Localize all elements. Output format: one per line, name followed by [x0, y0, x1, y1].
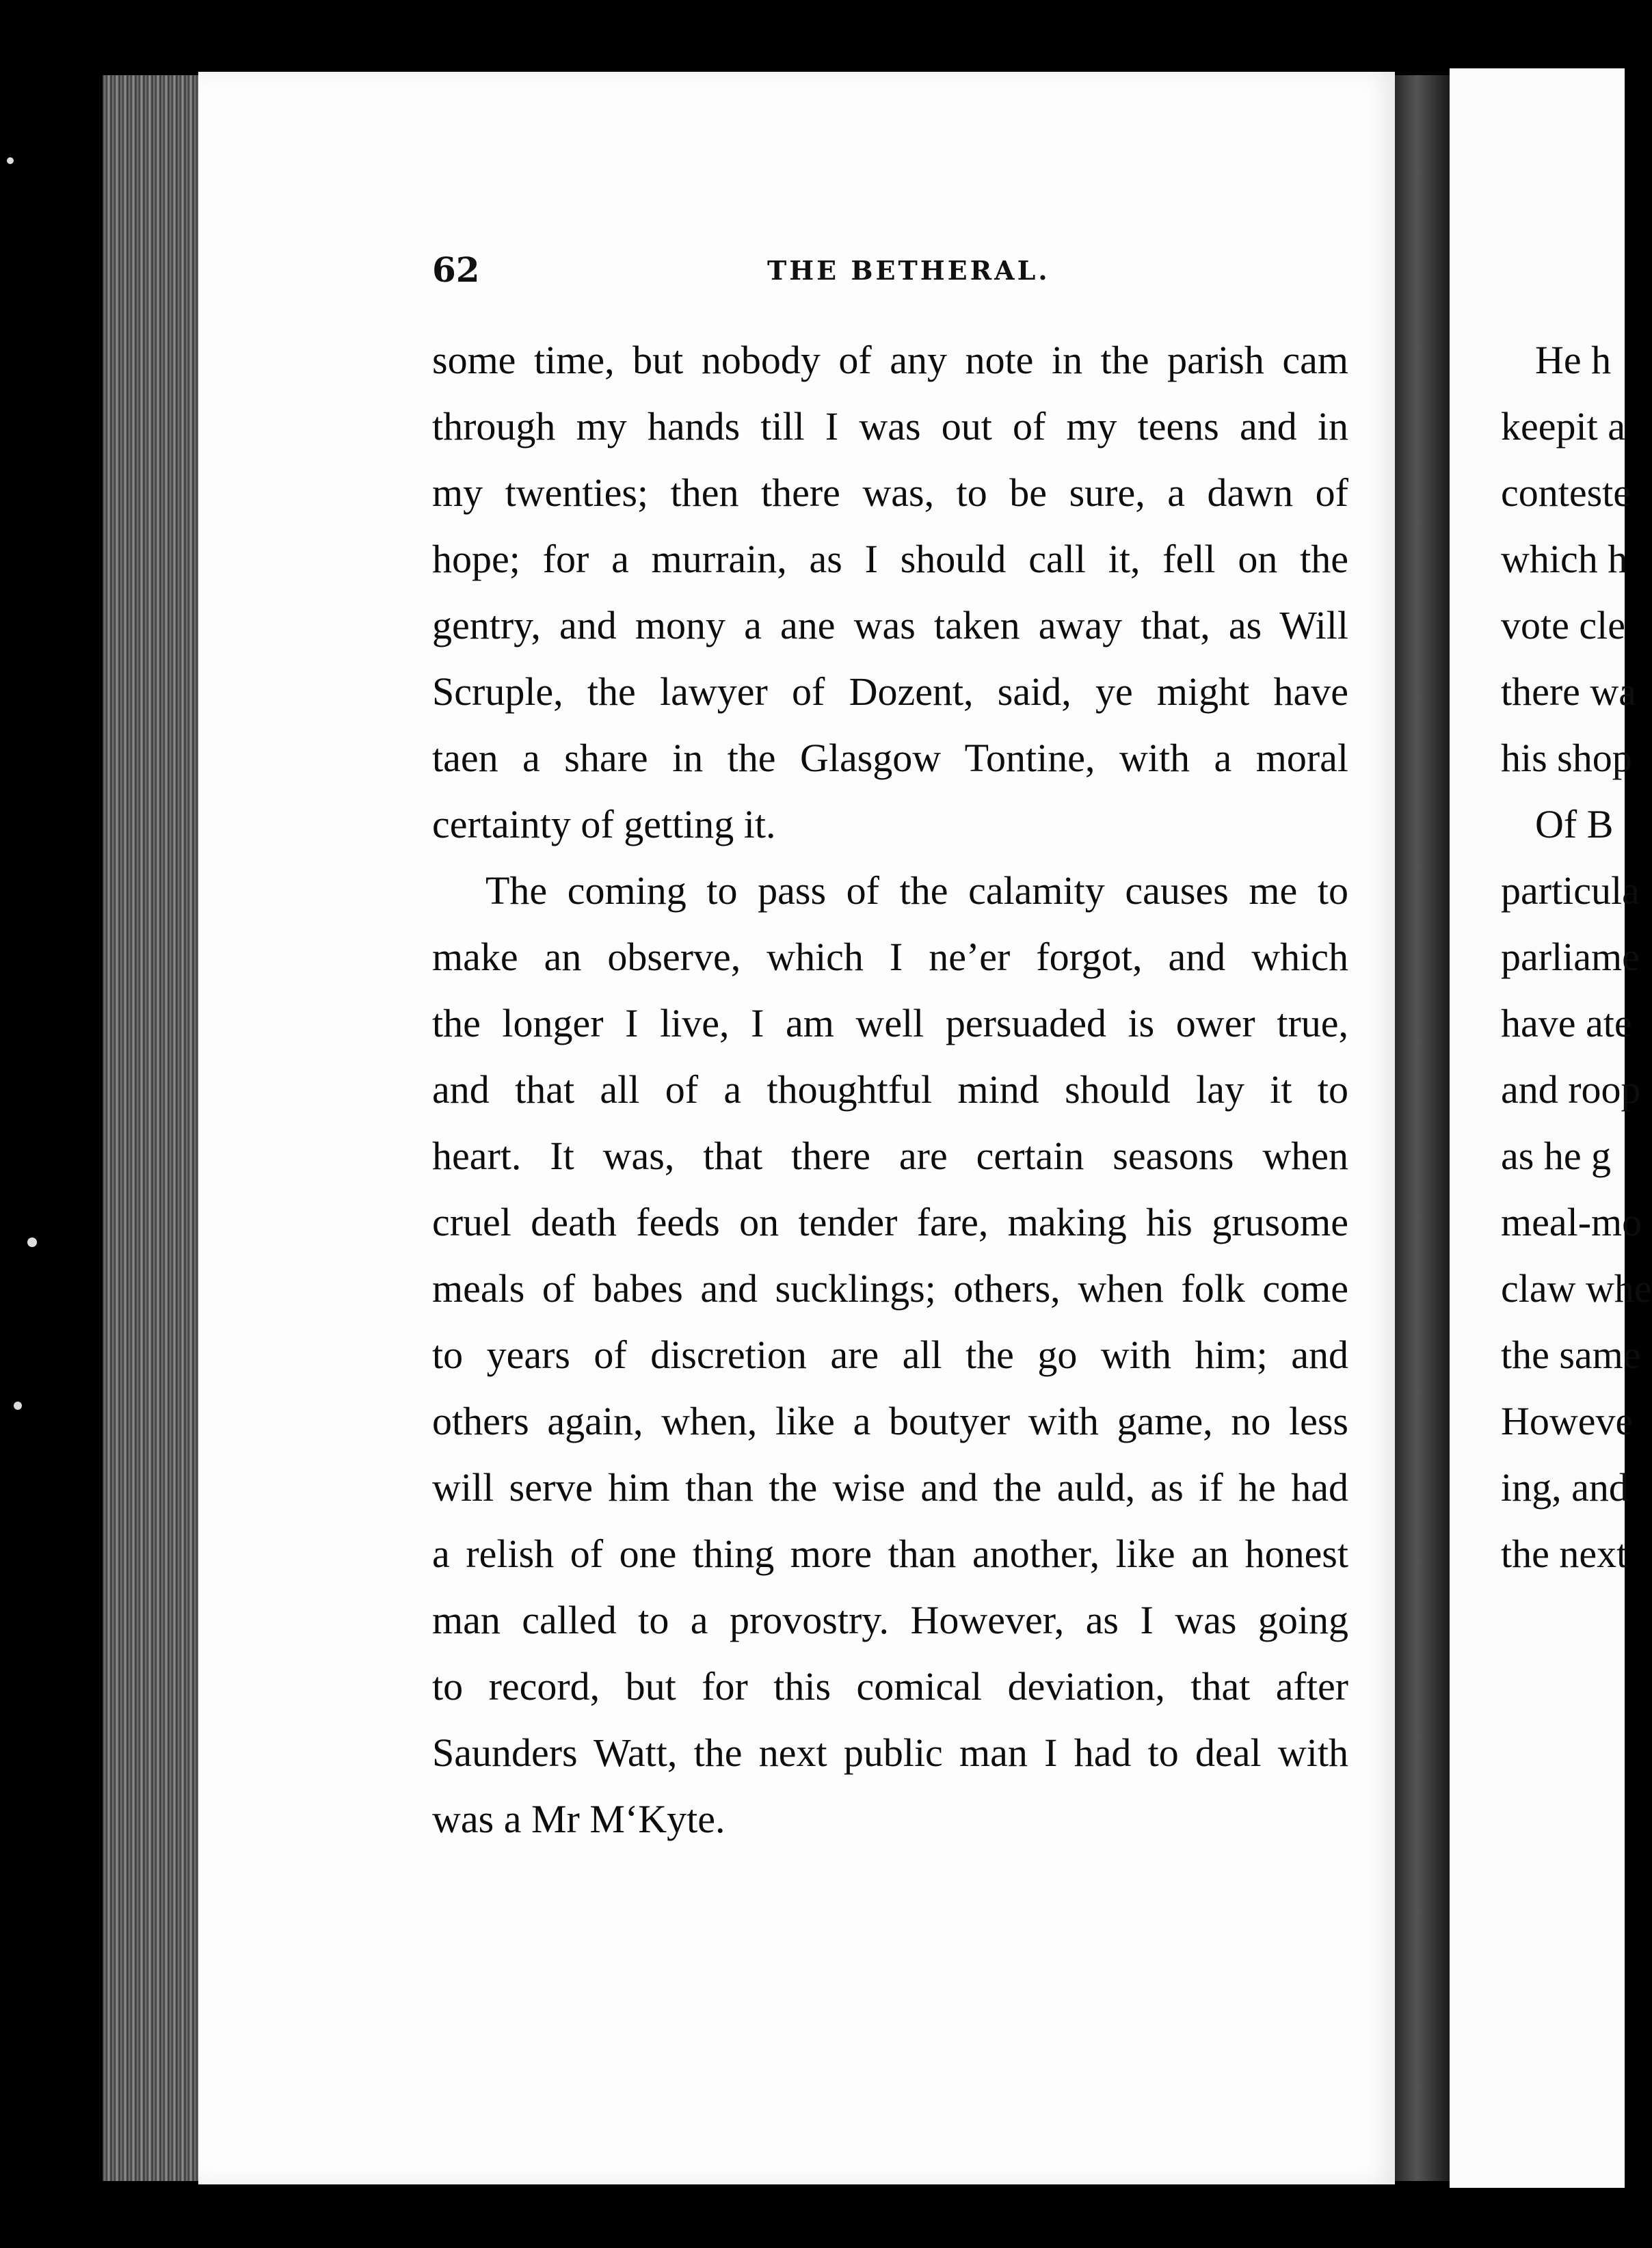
- facing-text-line: keepit a: [1501, 404, 1625, 449]
- text-line: Scruple, the lawyer of Dozent, said, ye might have: [432, 669, 1348, 714]
- facing-text-line: claw whe: [1501, 1266, 1652, 1311]
- facing-text-line: have ate: [1501, 1001, 1632, 1045]
- facing-text-line: vote cle: [1501, 603, 1625, 647]
- facing-text-line: as he g: [1501, 1134, 1612, 1178]
- page-edges: [103, 75, 198, 2181]
- dust-speck: [14, 1402, 22, 1410]
- text-line: hope; for a murrain, as I should call it, fell on the: [432, 537, 1348, 581]
- text-line: to record, but for this comical deviation, that after: [432, 1664, 1348, 1709]
- facing-text-line: and roop: [1501, 1067, 1641, 1112]
- facing-text-line: his shop: [1501, 736, 1632, 780]
- text-line: and that all of a thoughtful mind should lay it to: [432, 1067, 1348, 1112]
- text-line: my twenties; then there was, to be sure, a dawn of: [432, 470, 1348, 515]
- text-line: gentry, and mony a ane was taken away that, as Will: [432, 603, 1348, 647]
- text-line: taen a share in the Glasgow Tontine, with a moral: [432, 736, 1348, 780]
- text-line: man called to a provostry. However, as I was going: [432, 1598, 1348, 1642]
- text-line: will serve him than the wise and the auld, as if he had: [432, 1465, 1348, 1510]
- dust-speck: [27, 1237, 37, 1247]
- facing-text-line: which h: [1501, 537, 1628, 581]
- facing-text-line: parliame: [1501, 935, 1640, 979]
- text-line: meals of babes and sucklings; others, when folk come: [432, 1266, 1348, 1311]
- facing-text-line: particula: [1501, 868, 1640, 913]
- facing-text-line: the same: [1501, 1333, 1641, 1377]
- running-title: THE BETHERAL.: [767, 255, 1050, 286]
- page-number: 62: [432, 250, 480, 290]
- text-line: The coming to pass of the calamity causes me to: [485, 868, 1348, 913]
- text-line: through my hands till I was out of my teens and in: [432, 404, 1348, 449]
- book-gutter: [1395, 75, 1450, 2181]
- facing-text-line: Howeve: [1501, 1399, 1634, 1443]
- text-line: others again, when, like a boutyer with game, no less: [432, 1399, 1348, 1443]
- dust-speck: [7, 157, 14, 164]
- text-line: cruel death feeds on tender fare, making his grusome: [432, 1200, 1348, 1244]
- facing-text-line: ing, and: [1501, 1465, 1629, 1510]
- text-line: to years of discretion are all the go with him; and: [432, 1333, 1348, 1377]
- text-line: a relish of one thing more than another, like an honest: [432, 1531, 1348, 1576]
- facing-text-line: Of B: [1535, 802, 1614, 846]
- page-header: [432, 250, 1348, 297]
- facing-page-text: [1501, 327, 1652, 1587]
- text-line: the longer I live, I am well persuaded is ower true,: [432, 1001, 1348, 1045]
- body-text: [432, 327, 1348, 1852]
- facing-text-line: there wa: [1501, 669, 1637, 714]
- facing-text-line: meal-mo: [1501, 1200, 1642, 1244]
- text-line: heart. It was, that there are certain seasons when: [432, 1134, 1348, 1178]
- facing-text-line: the next: [1501, 1531, 1628, 1576]
- text-line: some time, but nobody of any note in the parish cam: [432, 338, 1348, 382]
- text-line: certainty of getting it.: [432, 802, 776, 846]
- text-line: was a Mr M‘Kyte.: [432, 1797, 725, 1841]
- facing-text-line: conteste: [1501, 470, 1631, 515]
- facing-text-line: He h: [1535, 338, 1612, 382]
- text-line: Saunders Watt, the next public man I had to deal with: [432, 1730, 1348, 1775]
- text-line: make an observe, which I ne’er forgot, and which: [432, 935, 1348, 979]
